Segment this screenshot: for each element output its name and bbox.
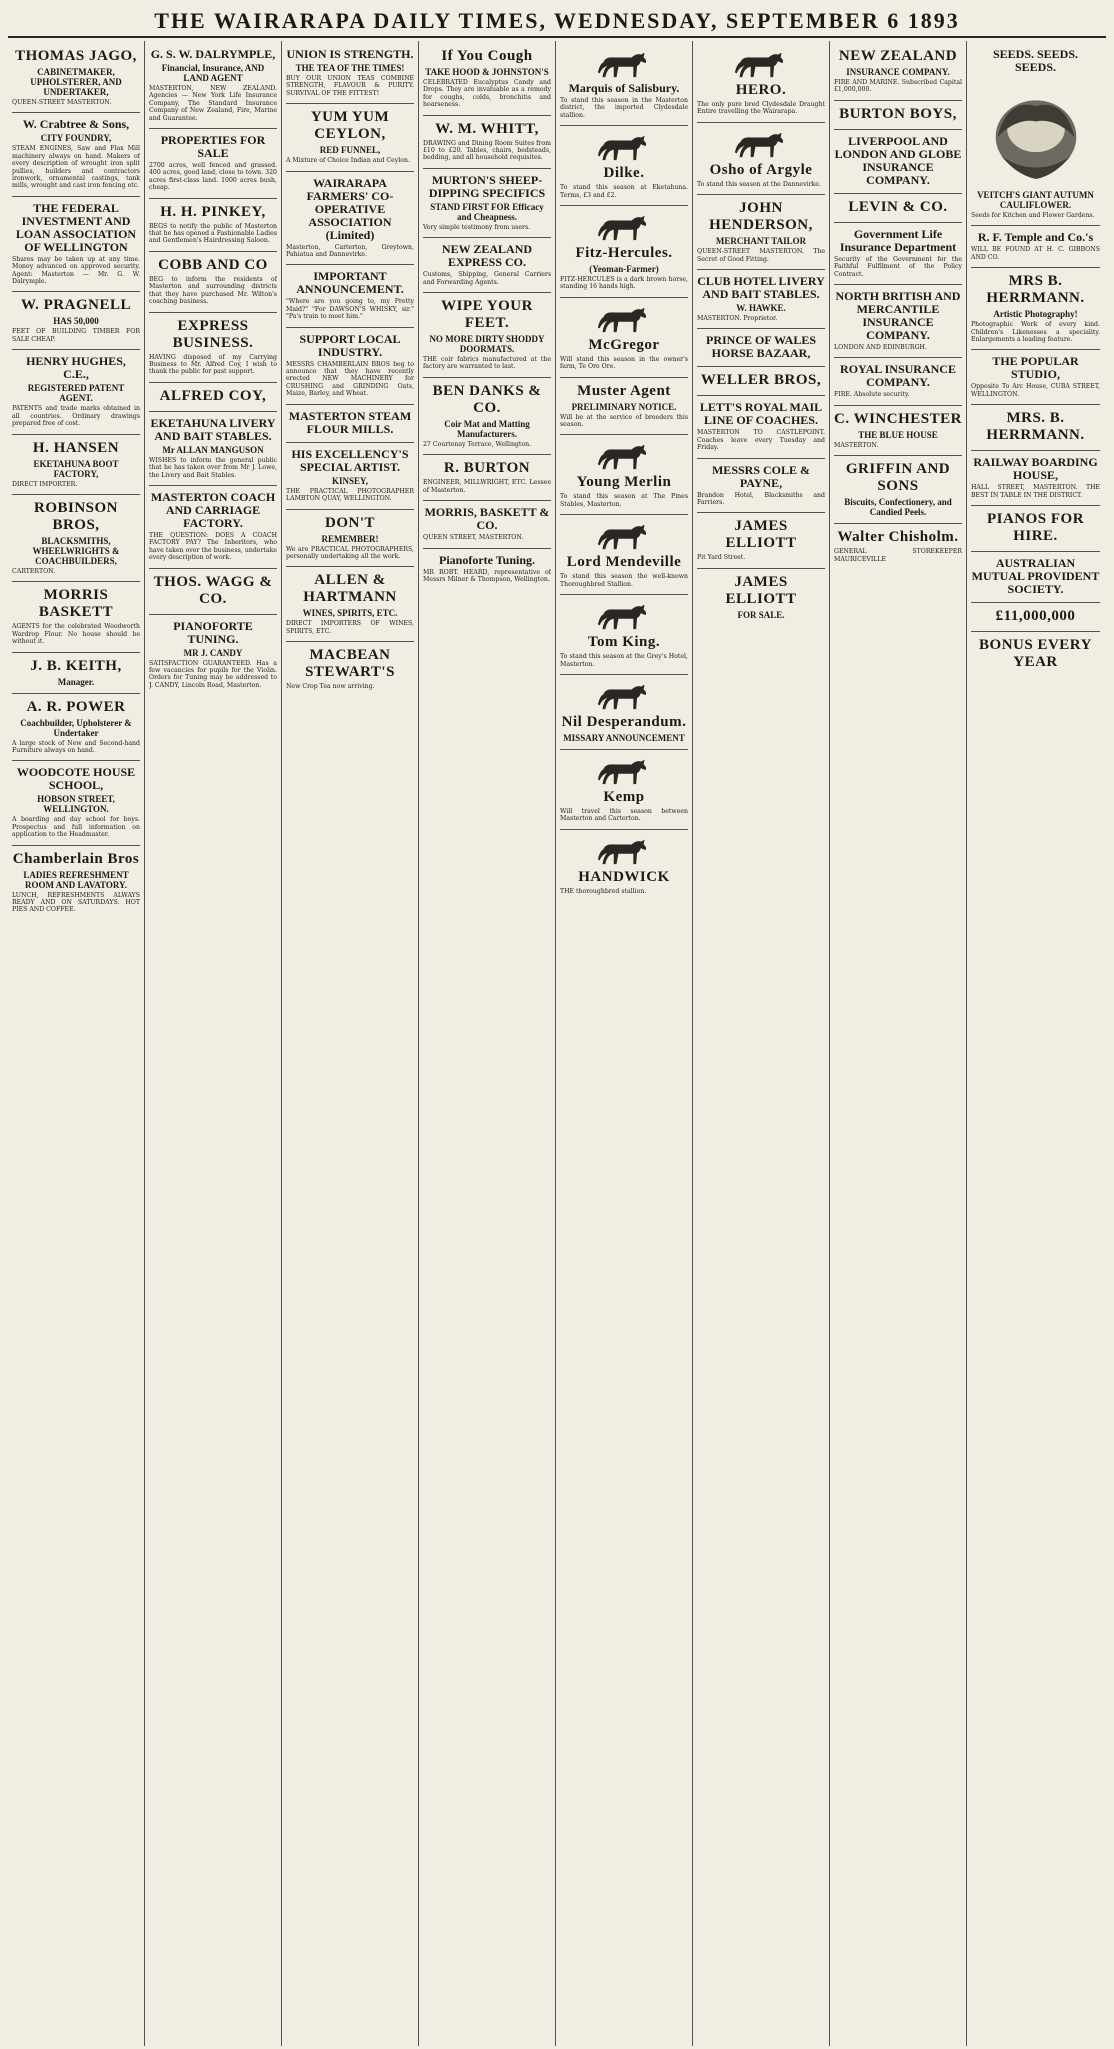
ad-title: LETT'S ROYAL MAIL LINE OF COACHES. [699,400,823,428]
ad-subtitle: BLACKSMITHS, WHEELWRIGHTS & COACHBUILDERS, [32,535,120,566]
ad-title: THE POPULAR STUDIO, [992,354,1079,382]
advertisement [286,265,414,327]
ad-title: ROBINSON BROS, [33,499,119,533]
advertisement [697,367,825,396]
ad-subtitle: Manager. [57,676,95,687]
ad-title: NEW ZEALAND [838,48,958,64]
ad-body: 2700 acres, well fenced and grassed. 400 acres, good land, close to town. 320 acres first-class land. 1000 acres bush, cheap. [149,162,277,192]
ad-body: QUEEN STREET, MASTERTON. [423,534,524,542]
advertisement [560,750,688,830]
ad-body: Very simple testimony from users. [423,223,531,231]
ad-body: A Mixture of Choice Indian and Ceylon. [286,157,410,165]
advertisement [834,406,962,456]
ad-subtitle: RED FUNNEL, [319,145,381,156]
ad-title: BEN DANKS & CO. [432,382,542,416]
ad-subtitle: REMEMBER! [321,533,379,544]
horse-illustration-icon [596,132,652,162]
advertisement [423,501,551,548]
ad-title: LIVERPOOL AND LONDON AND GLOBE INSURANCE COMPANY. [834,133,962,187]
ad-title: Dilke. [603,165,645,182]
ad-title: AUSTRALIAN MUTUAL PROVIDENT SOCIETY. [971,556,1100,597]
masthead-title: THE WAIRARAPA DAILY TIMES, WEDNESDAY, SEPTEMBER 6 1893 [8,6,1106,38]
ad-subtitle: MERCHANT TAILOR [715,236,807,247]
ad-subtitle: EKETAHUNA BOOT FACTORY, [33,458,119,479]
ad-title: HERO. [735,82,787,98]
ad-body: Photographic Work of every kind. Children's Likenesses a speciality. Enlargements a leading feature. [971,321,1100,344]
advertisement [697,123,825,195]
newspaper-column [556,41,693,2046]
ad-title: R. F. Temple and Co.'s [977,230,1094,245]
ad-title: H. H. PINKEY, [160,203,266,220]
ad-title: HIS EXCELLENCY'S SPECIAL ARTIST. [291,446,409,474]
ad-title: PROPERTIES FOR SALE [160,133,266,161]
advertisement [697,43,825,123]
ad-body: To stand this season at the Dannevirke. [697,180,821,188]
ad-subtitle: NO MORE DIRTY SHODDY DOORMATS. [429,334,545,355]
newspaper-column [282,41,419,2046]
ad-title: WAIRARAPA FARMERS' CO-OPERATIVE ASSOCIATION (Limited) [306,175,394,242]
advertisement [286,567,414,642]
ad-subtitle: LADIES REFRESHMENT ROOM AND LAVATORY. [23,869,129,890]
ad-subtitle: REGISTERED PATENT AGENT. [27,383,125,404]
advertisement [286,172,414,266]
newspaper-column [419,41,556,2046]
ad-title: Muster Agent [577,382,671,399]
ad-title: Walter Chisholm. [837,529,959,546]
ad-title: UNION IS STRENGTH. [286,47,414,61]
ad-body: FIRE AND MARINE. Subscribed Capital £1,000,000. [834,79,962,94]
ad-subtitle: THE BLUE HOUSE [858,429,938,440]
ad-title: ROYAL INSURANCE COMPANY. [840,362,956,390]
ad-title: JAMES ELLIOTT [725,518,797,552]
ad-body: HALL STREET, MASTERTON. THE BEST IN TABLE IN THE DISTRICT. [971,484,1100,499]
newspaper-column [830,41,967,2046]
ad-title: C. WINCHESTER [834,410,962,427]
ad-body: SATISFACTION GUARANTEED. Has a few vacancies for pupils for the Violin. Orders for Tuning may be addressed to J. CANDY, Lincoln Road, Masterton. [149,659,277,689]
horse-illustration-icon [596,756,652,786]
advertisement [286,104,414,171]
horse-illustration-icon [733,49,789,79]
advertisement [149,569,277,615]
ad-body: PATENTS and trade marks obtained in all countries. Ordinary drawings prepared free of cost. [12,405,140,428]
newspaper-column [8,41,145,2046]
ad-body: FEET OF BUILDING TIMBER FOR SALE CHEAP. [12,328,140,343]
ad-body: To stand this season in the Masterton district, the imported Clydesdale stallion. [560,97,688,119]
advertisement [12,113,140,196]
ad-body: BEGS to notify the public of Masterton that he has opened a Fashionable Ladies and Gentlemen's Hairdressing Saloon. [149,222,277,245]
advertisement [971,268,1100,350]
ad-title: MACBEAN STEWART'S [305,647,395,681]
ad-title: Lord Mendeville [566,554,682,571]
advertisement [423,169,551,238]
advertisement [12,43,140,113]
ad-body: DIRECT IMPORTERS OF WINES, SPIRITS, ETC. [286,620,414,635]
ad-title: Young Merlin [576,474,672,491]
advertisement [149,486,277,569]
advertisement [971,552,1100,603]
ad-subtitle: VEITCH'S GIANT AUTUMN CAULIFLOWER. [977,190,1094,210]
ad-title: ALLEN & HARTMANN [303,572,397,606]
ad-title: £11,000,000 [995,608,1076,625]
ad-title: WELLER BROS, [700,372,822,389]
ad-title: MASTERTON STEAM FLOUR MILLS. [288,408,412,436]
ad-title: GRIFFIN AND SONS [845,461,951,495]
ad-subtitle: Biscuits, Confectionery, and Candied Peels. [844,497,952,518]
ad-title: WIPE YOUR FEET. [441,298,533,332]
advertisement [560,206,688,298]
ad-body: WISHES to inform the general public that he has taken over from Mr J. Lowe, the Livery and Bait Stables. [149,456,277,479]
ad-subtitle: MISSARY ANNOUNCEMENT [563,732,685,743]
advertisement [697,396,825,458]
advertisement [834,130,962,194]
ad-body: We are PRACTICAL PHOTOGRAPHERS, personally undertaking all the work. [286,545,414,560]
ad-title: MESSRS COLE & PAYNE, [711,462,811,490]
horse-illustration-icon [596,681,652,711]
advertisement [286,642,414,696]
ad-title: Nil Desperandum. [561,713,687,730]
horse-illustration-icon [596,49,652,79]
ad-subtitle: FOR SALE. [737,609,785,620]
ad-title: W. Crabtree & Sons, [22,117,130,132]
cauliflower-illustration-icon [988,78,1084,186]
ad-title: H. HANSEN [32,439,120,456]
ad-body: MASTERTON TO CASTLEPOINT. Coaches leave every Tuesday and Friday. [697,429,825,452]
advertisement [12,846,140,920]
ad-title: W. M. WHITT, [435,120,539,137]
ad-title: JAMES ELLIOTT [725,573,797,607]
ad-body: New Crop Tea now arriving. [286,683,375,691]
advertisement [971,43,1100,226]
ad-body: CELEBRATED Eucalyptus Candy and Drops. They are invaluable as a remedy for coughs, colds, bronchitis and hoarseness. [423,79,551,109]
advertisement [971,603,1100,632]
advertisement [560,378,688,436]
ad-title: WOODCOTE HOUSE SCHOOL, [16,765,136,793]
ad-title: SUPPORT LOCAL INDUSTRY. [299,331,401,359]
ad-title: PIANOS FOR HIRE. [986,511,1085,545]
ad-body: A boarding and day school for boys. Prospectus and full information on application to the Headmaster. [12,816,140,839]
advertisement [834,43,962,101]
advertisement [971,405,1100,451]
advertisement [12,761,140,845]
horse-illustration-icon [596,212,652,242]
ad-title: EXPRESS BUSINESS. [172,317,254,351]
ad-body: Pit Yard Street. [697,554,746,562]
advertisement [286,443,414,510]
advertisement [560,43,688,126]
ad-title: PRINCE OF WALES HORSE BAZAAR, [705,333,817,361]
ad-title: Osho of Argyle [709,161,813,178]
ad-subtitle: HAS 50,000 [53,316,99,327]
ad-title: A. R. POWER [26,698,126,715]
advertisement [12,292,140,350]
ad-body: 27 Courtenay Terrace, Wellington. [423,440,532,448]
newspaper-column [967,41,1104,2046]
ad-body: Masterton, Carterton, Greytown, Pahiatua and Dannevirke. [286,243,414,259]
newspaper-column [145,41,282,2046]
ad-body: QUEEN-STREET MASTERTON. [12,99,112,106]
ad-body: CARTERTON. [12,567,56,575]
ad-title: Fitz-Hercules. [575,245,673,262]
ad-body: Will stand this season in the owner's farm, Te Ore Ore. [560,355,688,371]
advertisement [12,350,140,434]
ad-body: Will be at the service of breeders this season. [560,413,688,429]
advertisement [149,313,277,383]
advertisement [286,405,414,443]
ad-title: EKETAHUNA LIVERY AND BAIT STABLES. [150,415,276,443]
ad-subtitle: CABINETMAKER, UPHOLSTERER, AND UNDERTAKER, [30,67,122,97]
advertisement [12,582,140,652]
ad-body: "Where are you going to, my Pretty Maid?" "For DAWSON'S WHISKY, sir." "Pa's train to meet him." [286,298,414,321]
advertisement [149,43,277,129]
advertisement [286,328,414,405]
ad-title: MRS B. HERRMANN. [986,273,1085,307]
ad-subtitle: Coir Mat and Matting Manufacturers. [444,418,530,439]
ad-title: HANDWICK [578,868,670,885]
ad-subtitle: Mr ALLAN MANGUSON [162,444,264,455]
advertisement [560,126,688,206]
ad-body: MASTERTON. [834,441,879,449]
ad-subtitle: CITY FOUNDRY, [40,133,112,144]
advertisement [12,495,140,582]
ad-title: R. BURTON [443,460,531,477]
ad-title: PIANOFORTE TUNING. [173,618,253,646]
ad-title: Government Life Insurance Department [839,226,957,254]
ad-body: BUY OUR UNION TEAS COMBINE STRENGTH, FLAVOUR & PURITY. SURVIVAL OF THE FITTEST! [286,75,414,97]
horse-illustration-icon [733,129,789,159]
ad-body: DIRECT IMPORTER. [12,480,78,488]
horse-illustration-icon [596,836,652,866]
ad-body: THE QUESTION: DOES A COACH FACTORY PAY? The Inheritors, who have taken over the business, undertake every description of work. [149,531,277,562]
ad-title: JOHN HENDERSON, [709,200,813,234]
advertisement [286,43,414,104]
ad-title: BURTON BOYS, [839,105,957,122]
ad-body: Security of the Government for the Faithful Fulfilment of the Policy Contract. [834,255,962,278]
ad-body: LUNCH, REFRESHMENTS ALWAYS READY AND ON SATURDAYS. HOT PIES AND COFFEE. [12,891,140,914]
advertisement [423,238,551,293]
advertisement [149,383,277,412]
ad-title: LEVIN & CO. [848,198,948,215]
ad-body: To stand this season at Eketahuna. Terms, £3 and £2. [560,184,688,199]
ad-title: McGregor [588,336,660,353]
ad-subtitle: (Yeoman-Farmer) [589,264,659,275]
ad-body: MASTERTON. Proprietor. [697,315,778,323]
advertisement [423,293,551,378]
ad-title: Tom King. [587,634,661,651]
ad-title: Chamberlain Bros [12,850,140,867]
advertisement [834,524,962,569]
ad-title: MORRIS, BASKETT & CO. [424,505,550,533]
ad-body: To stand this season at The Pines Stables, Masterton. [560,493,688,508]
advertisement [286,510,414,568]
advertisement [423,549,551,590]
ad-body: Customs, Shipping, General Carriers and Forwarding Agents. [423,271,551,286]
ad-title: IMPORTANT ANNOUNCEMENT. [296,269,404,297]
horse-illustration-icon [596,521,652,551]
ad-body: To stand this season the well-known Thoroughbred Stallion. [560,573,688,588]
ad-body: Seeds for Kitchen and Flower Gardens. [971,212,1095,219]
ad-title: G. S. W. DALRYMPLE, [150,47,276,61]
ad-body: LONDON AND EDINBURGH. [834,344,927,352]
ad-body: STEAM ENGINES, Saw and Flax Mill machinery always on hand. Makers of every description of wrought iron split pullies, builders and contractors ironwork, ornamental castings, tank mills, wrought and cast iron fencing etc. [12,145,140,190]
ad-body: To stand this season at the Grey's Hotel, Masterton. [560,653,688,668]
advertisement [560,515,688,595]
ad-title: THOMAS JAGO, [15,48,137,64]
ad-subtitle: TAKE HOOD & JOHNSTON'S [425,67,549,77]
advertisement [697,513,825,568]
ad-body: MASTERTON, NEW ZEALAND. Agencies — New York Life Insurance Company, The Standard Insurance Company of New Zealand, Fire, Marine and Guarantee. [149,85,277,122]
advertisement [560,595,688,675]
advertisement [697,195,825,270]
ad-body: MESSRS CHAMBERLAIN BROS beg to announce that they have recently erected NEW MACHINERY for CRUSHING and GRINDING Oats, Maize, Barley, and Wheat. [286,360,414,398]
advertisement [560,435,688,515]
ad-subtitle: MR J. CANDY [183,647,243,658]
advertisement [423,116,551,169]
ad-subtitle: W. HAWKE. [736,303,786,314]
ad-body: A large stock of New and Second-hand Furniture always on hand. [12,739,140,754]
advertisement [12,435,140,495]
advertisement [149,199,277,252]
advertisement [834,194,962,223]
horse-illustration-icon [596,304,652,334]
advertisement [834,456,962,524]
ad-title: W. PRAGNELL [21,297,131,314]
ad-subtitle: HOBSON STREET, WELLINGTON. [37,794,115,815]
ad-title: Kemp [603,788,645,805]
ad-body: The only pure bred Clydesdale Draught Entire travelling the Wairarapa. [697,101,825,116]
ad-title: MASTERTON COACH AND CARRIAGE FACTORY. [150,489,276,530]
ad-body: GENERAL STOREKEEPER MAURICEVILLE [834,548,962,563]
ad-body: THE coir fabrics manufactured at the factory are warranted to last. [423,356,551,371]
ad-body: FIRE. Absolute security. [834,391,910,399]
ad-subtitle: INSURANCE COMPANY. [846,67,950,77]
ad-body: AGENTS for the celebrated Woodworth Wardrop Flour. No house should be without it. [12,623,140,646]
advertisement [12,197,140,293]
advertisement [423,378,551,455]
advertisement [697,270,825,329]
ad-body: Will travel this season between Masterton and Carterton. [560,807,688,823]
ad-title: THOS. WAGG & CO. [153,573,273,607]
ad-subtitle: THE TEA OF THE TIMES! [295,63,405,73]
advertisement [834,358,962,405]
ad-body: ENGINEER, MILLWRIGHT, ETC. Lessee of Masterton. [423,479,551,494]
ad-title: NORTH BRITISH AND MERCANTILE INSURANCE COMPANY. [835,289,961,343]
advertisement [149,129,277,199]
ad-subtitle: Artistic Photography! [993,309,1078,320]
advertisement [971,506,1100,552]
advertisement [971,350,1100,405]
ad-title: SEEDS. SEEDS. SEEDS. [992,47,1079,74]
advertisement [149,412,277,486]
advertisement [697,329,825,367]
advertisement [697,459,825,514]
advertisement [149,615,277,696]
ad-title: If You Cough [441,48,533,64]
ad-title: Marquis of Salisbury. [568,81,680,95]
ad-title: COBB AND CO [158,256,268,273]
advertisement [12,653,140,694]
columns [8,41,1106,2046]
ad-title: BONUS EVERY YEAR [979,637,1092,671]
advertisement [834,101,962,130]
advertisement [971,451,1100,506]
advertisement [149,252,277,313]
ad-body: QUEEN-STREET MASTERTON. The Secret of Good Fitting. [697,248,825,263]
ad-body: Shares may be taken up at any time. Money advanced on approved security. Agent: Masterton — Mr. G. W. Dalrymple. [12,255,140,286]
advertisement [971,226,1100,268]
ad-subtitle: Coachbuilder, Upholsterer & Undertaker [20,717,132,738]
advertisement [834,223,962,285]
ad-body: THE thoroughbred stallion. [560,887,647,895]
ad-body: DRAWING and Dining Room Suites from £10 to £20. Tables, chairs, bedsteads, bedding, and all household requisites. [423,139,551,162]
horse-illustration-icon [596,601,652,631]
ad-title: MORRIS BASKETT [38,587,114,621]
advertisement [423,455,551,501]
ad-title: HENRY HUGHES, C.E., [26,354,126,382]
advertisement [560,675,688,750]
advertisement [560,298,688,378]
ad-body: MR ROBT. HEARD, representative of Messrs Milner & Thompson, Wellington. [423,568,551,583]
advertisement [971,632,1100,677]
ad-body: WILL BE FOUND AT H. C. GIBBONS AND CO. [971,246,1100,261]
advertisement [834,285,962,358]
ad-title: YUM YUM CEYLON, [310,109,390,143]
newspaper-column [693,41,830,2046]
ad-title: DON'T [324,514,375,531]
ad-title: RAILWAY BOARDING HOUSE, [973,455,1098,483]
ad-title: MRS. B. HERRMANN. [986,410,1085,444]
ad-title: THE FEDERAL INVESTMENT AND LOAN ASSOCIATION OF WELLINGTON [15,200,137,254]
ad-subtitle: KINSEY, [332,475,368,486]
advertisement [697,569,825,626]
advertisement [12,694,140,762]
ad-body: Opposite To Arc House, CUBA STREET, WELLINGTON. [971,383,1100,398]
horse-illustration-icon [596,441,652,471]
ad-title: MURTON'S SHEEP-DIPPING SPECIFICS [428,172,546,200]
ad-title: NEW ZEALAND EXPRESS CO. [441,242,533,270]
ad-title: CLUB HOTEL LIVERY AND BAIT STABLES. [697,274,825,302]
advertisement [560,830,688,901]
ad-body: Brandon Hotel, Blacksmiths and Farriers. [697,491,825,507]
ad-subtitle: STAND FIRST FOR Efficacy and Cheapness. [430,201,544,222]
ad-title: ALFRED COY, [159,387,267,404]
ad-subtitle: Financial, Insurance, AND LAND AGENT [161,63,265,83]
ad-subtitle: WINES, SPIRITS, ETC. [302,608,398,619]
ad-title: J. B. KEITH, [30,657,122,674]
ad-title: Pianoforte Tuning. [438,552,536,567]
advertisement [423,43,551,116]
ad-body: FITZ-HERCULES is a dark brown horse, standing 16 hands high. [560,276,688,291]
ad-body: HAVING disposed of my Carrying Business to Mr. Alfred Coy, I wish to thank the public for past support. [149,353,277,376]
ad-body: THE PRACTICAL PHOTOGRAPHER LAMBTON QUAY, WELLINGTON. [286,487,414,503]
ad-subtitle: PRELIMINARY NOTICE. [571,401,677,412]
ad-body: BEG to inform the residents of Masterton and surrounding districts that they have purchased Mr. Wilton's coaching business. [149,275,277,306]
